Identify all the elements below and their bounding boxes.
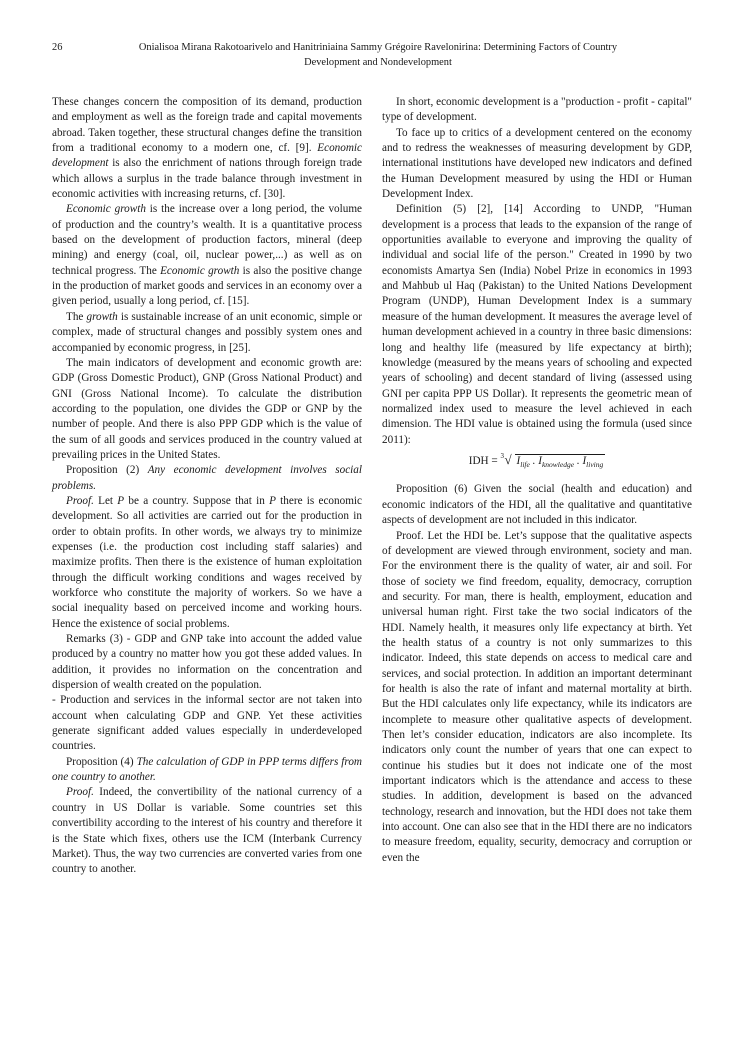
term: Economic growth <box>66 203 146 216</box>
proposition <box>52 463 362 494</box>
symbol: I <box>582 454 587 467</box>
text: The <box>66 310 87 323</box>
text: Proposition (2) <box>66 464 148 477</box>
statement: Any economic development involves social problems. <box>52 464 362 492</box>
proof <box>52 494 362 632</box>
text: Proposition (4) <box>66 755 137 768</box>
paragraph: In short, economic development is a "production - profit - capital" type of development. <box>382 96 692 124</box>
text: be a country. Suppose that in <box>124 494 270 507</box>
paragraph: - Production and services in the informal sector are not taken into account when calculating GDP and GNP. Yet these activities generate significant added values especially in underdeveloped countries. <box>52 694 362 753</box>
text: Indeed, the convertibility of the national currency of a country in US Dollar is variable. Some countries set this convertibility according to the interest of his country and therefore it is the State which fixes, others use the ICM (Interbank Currency Market). Thus, the way two currencies are converted varies from one country to another. <box>52 786 362 876</box>
statement: The calculation of GDP in PPP terms differs from one country to another. <box>52 755 363 784</box>
variable: P <box>117 494 125 507</box>
subscript: knowledge <box>541 460 575 470</box>
text: These changes concern the composition of its demand, production and employment as well as the foreign trade and capital movements abroad. Taken together, these structural changes define the transition from a traditional economy to a modern one, cf. [9]. <box>52 96 362 155</box>
paragraph <box>52 310 362 356</box>
text: is the increase over a long period, the volume of production and the country’s wealth. It is a quantitative process based on the development of production factors, mineral (deep mining) and energy (coal, oil, nuclear power,...) as well as on technical progress. The <box>52 203 363 277</box>
right-column <box>382 95 692 866</box>
paragraph <box>52 202 362 309</box>
paragraph: To face up to critics of a development centered on the economy and to redress the weaknesses of measuring development by GDP, international institutions have developed new indicators and defined the Human Development measured by using the HDI or Human Development Index. <box>382 126 692 201</box>
paragraph: The main indicators of development and economic growth are: GDP (Gross Domestic Product), GNP (Gross National Product) and GNI (Gross National Income). To calculate the distribution according to the population, one divides the GDP or GNP by the number of people. And there is also PPP GDP which is the value of the sum of all goods and services produced in the country valued at prevailing prices in the United States. <box>52 356 362 461</box>
proposition <box>52 755 362 786</box>
text: Let <box>93 494 118 507</box>
subscript: living <box>586 460 604 470</box>
remarks: Remarks (3) - GDP and GNP take into account the added value produced by a country no matter how you got these added values. In addition, it provides no information on the concentration and dispersion of wealth created on the population. <box>52 633 362 692</box>
proof-label: Proof. <box>66 494 94 507</box>
cube-root <box>500 451 606 473</box>
running-title-line1: Onialisoa Mirana Rakotoarivelo and Hanitriniaina Sammy Grégoire Ravelonirina: Determining Factors of Country <box>138 42 618 53</box>
text: is also the enrichment of nations through foreign trade which allows a surplus in the trade balance through investment in economic activities with increasing returns, cf. [30]. <box>52 157 362 201</box>
definition: Definition (5) [2], [14] According to UNDP, "Human development is a process that leads to the expansion of the range of opportunities available to everyone and improving the quality of individual and social life of the person." Created in 1990 by two economists Amartya Sen (India) Nobel Prize in economics in 1993 and Mahbub ul Haq (Pakistan) to the United Nations Development Program (UNDP), Human Development Index is a summary measure of the human development. It measures the average level of human development achieved in a country in three basic dimensions: long and healthy life (measured by life expectancy at birth); knowledge (measured by the means years of schooling and expected years of schooling) and decent standard of living (assessed using GNI per capita PPP US Dollar). It represents the geometric mean of normalized index used to measure the level achieved in each dimension. The HDI value is obtained using the formula (used since 2011): <box>382 203 692 446</box>
left-column <box>52 95 362 878</box>
proposition: Proposition (6) Given the social (health and education) and economic indicators of the HDI, all the qualitative and quantitative aspects of development are not included in this indicator. <box>382 483 692 527</box>
running-title-line2: Development and Nondevelopment <box>304 57 452 68</box>
hdi-formula <box>382 451 692 473</box>
proof <box>52 785 362 877</box>
term: Economic growth <box>160 264 240 277</box>
variable: P <box>269 494 276 507</box>
paragraph <box>52 95 362 202</box>
proof-label: Proof. <box>66 786 94 799</box>
text: is also the positive change in the production of market goods and services in an economy over a given period, usually a long period, cf. [15]. <box>52 264 362 308</box>
radicand <box>515 454 606 470</box>
text: is sustainable increase of an unit economic, simple or complex, made of structural changes and possibly system ones and accompanied by economic progress, in [25]. <box>52 310 362 354</box>
running-title <box>98 40 658 70</box>
proof: Proof. Let the HDI be. Let’s suppose that the qualitative aspects of development are viewed through environment, society and man. For the environment there is the quality of water, air and soil. For those of society we find freedom, equality, democracy, corruption and security. For man, there is health, employment, education and universal human right. First take the two social indicators of the HDI. Namely health, it measures only life expectancy at birth. Yet the health status of a country is not only summarizes to this indicator. Indeed, this state depends on access to medical care and services, and social protection. In addition an important determinant for health is also the rate of infant and maternal mortality at birth. But the HDI calculates only life expectancy, while its indicators are incomplete to measure other qualitative aspects of development. Then let’s consider education, indicators are also incomplete. Its indicators only count the number of years that one can expect to continue his studies but it does not indicate one of the most important indicators which is the attendance and access to these studies. In addition, development is based on the advanced technology, research and innovation, but the HDI does not take them into account. One can also see that in the HDI there are no indicators to measure freedom, equality, security, democracy and corruption or even the <box>382 529 692 864</box>
text: there is economic development. So all activities are carried out for the production in order to obtain profits. In other words, we always try to minimize expenses (i.e. the production cost including staff salaries) and maximize profits. Then there is the existence of human exploitation through the difficult working conditions and wages received by workforce who constitute the majority of workers. So we have a social inequality based on perceived income and working hours. Hence the existence of social problems. <box>52 494 362 630</box>
page-number: 26 <box>52 42 63 53</box>
root-index: 3 <box>500 451 505 460</box>
term: growth <box>86 310 118 323</box>
formula-lhs: IDH = <box>468 454 501 467</box>
symbol: I <box>516 454 521 467</box>
operator: . <box>574 454 583 467</box>
root-sign: √ <box>504 451 512 467</box>
symbol: I <box>538 454 542 467</box>
operator: . <box>529 454 539 467</box>
term: Economic development <box>52 142 362 170</box>
subscript: life <box>520 460 530 470</box>
